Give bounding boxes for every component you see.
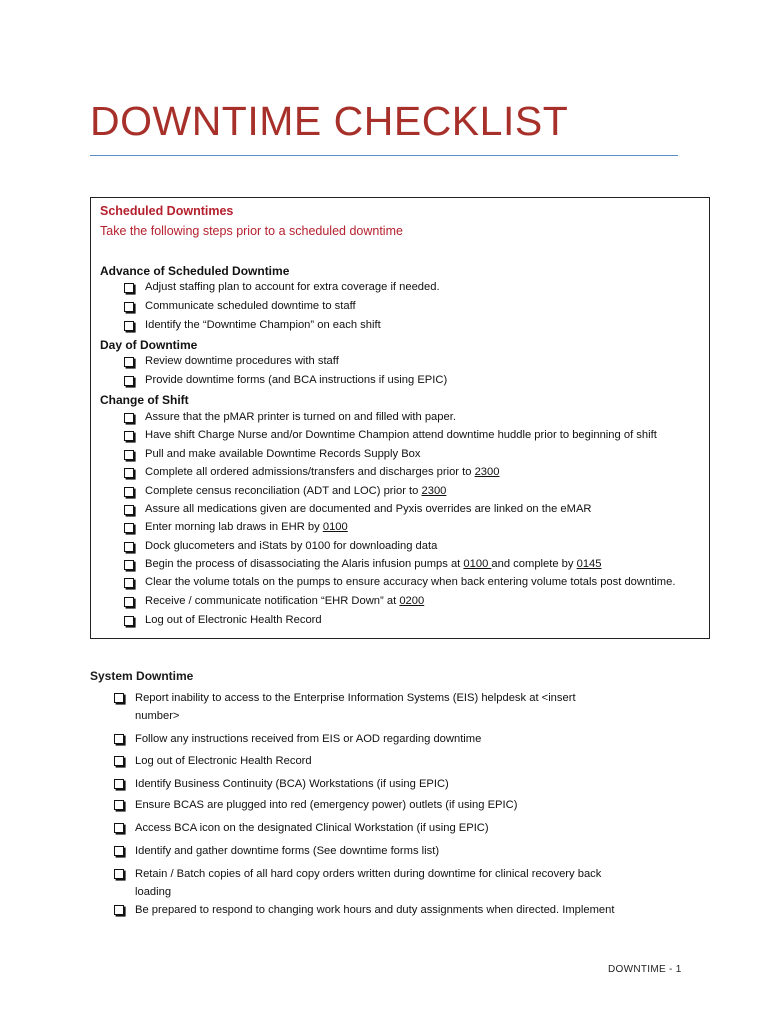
system-downtime-heading: System Downtime <box>90 669 194 683</box>
checkbox-icon[interactable] <box>124 357 134 367</box>
checkbox-icon[interactable] <box>124 413 134 423</box>
checkbox-icon[interactable] <box>124 283 134 293</box>
checklist-item: Enter morning lab draws in EHR by 0100 <box>145 521 348 533</box>
system-item: Identify and gather downtime forms (See downtime forms list) <box>135 845 440 857</box>
checkbox-icon[interactable] <box>114 693 124 703</box>
system-item: Follow any instructions received from EIS or AOD regarding downtime <box>135 733 482 745</box>
checkbox-icon[interactable] <box>124 505 134 515</box>
checklist-item: Pull and make available Downtime Records Supply Box <box>145 448 421 460</box>
checkbox-icon[interactable] <box>124 560 134 570</box>
checklist-item: Receive / communicate notification “EHR Down” at 0200 <box>145 595 425 607</box>
checkbox-icon[interactable] <box>114 905 124 915</box>
title-divider <box>90 155 678 156</box>
shift-heading: Change of Shift <box>100 393 189 407</box>
checklist-item: Adjust staffing plan to account for extra coverage if needed. <box>145 281 440 293</box>
checkbox-icon[interactable] <box>114 869 124 879</box>
system-item: Log out of Electronic Health Record <box>135 755 312 767</box>
checkbox-icon[interactable] <box>114 779 124 789</box>
checkbox-icon[interactable] <box>124 468 134 478</box>
checklist-item: Log out of Electronic Health Record <box>145 614 322 626</box>
day-heading: Day of Downtime <box>100 338 198 352</box>
checkbox-icon[interactable] <box>124 578 134 588</box>
checklist-item: Complete census reconciliation (ADT and LOC) prior to 2300 <box>145 485 447 497</box>
checkbox-icon[interactable] <box>114 846 124 856</box>
scheduled-downtimes-box <box>90 197 710 639</box>
checklist-item: Begin the process of disassociating the Alaris infusion pumps at 0100 and complete by 0145 <box>145 558 602 570</box>
time-census: 2300 <box>421 485 447 497</box>
advance-heading: Advance of Scheduled Downtime <box>100 264 290 278</box>
checklist-item: Provide downtime forms (and BCA instructions if using EPIC) <box>145 374 448 386</box>
scheduled-heading: Scheduled Downtimes <box>100 204 234 218</box>
system-item: Report inability to access to the Enterprise Information Systems (EIS) helpdesk at <insert number> <box>135 692 576 722</box>
checkbox-icon[interactable] <box>124 487 134 497</box>
checkbox-icon[interactable] <box>114 823 124 833</box>
page-title: DOWNTIME CHECKLIST <box>90 98 569 144</box>
checklist-item: Assure that the pMAR printer is turned on and filled with paper. <box>145 411 456 423</box>
checkbox-icon[interactable] <box>124 542 134 552</box>
checklist-item: Communicate scheduled downtime to staff <box>145 300 356 312</box>
checklist-item: Dock glucometers and iStats by 0100 for downloading data <box>145 540 438 552</box>
checkbox-icon[interactable] <box>124 431 134 441</box>
system-item: Access BCA icon on the designated Clinical Workstation (if using EPIC) <box>135 822 489 834</box>
system-item: Ensure BCAS are plugged into red (emergency power) outlets (if using EPIC) <box>135 799 518 811</box>
time-ehr-down: 0200 <box>399 595 425 607</box>
checklist-item: Identify the “Downtime Champion” on each shift <box>145 319 381 331</box>
checkbox-icon[interactable] <box>114 734 124 744</box>
checkbox-icon[interactable] <box>124 523 134 533</box>
checkbox-icon[interactable] <box>114 800 124 810</box>
time-lab: 0100 <box>322 521 348 533</box>
system-item: Be prepared to respond to changing work hours and duty assignments when directed. Implement <box>135 904 615 916</box>
system-item: Retain / Batch copies of all hard copy orders written during downtime for clinical recovery back loading <box>135 868 602 898</box>
checkbox-icon[interactable] <box>124 321 134 331</box>
checkbox-icon[interactable] <box>124 376 134 386</box>
checklist-item: Assure all medications given are documented and Pyxis overrides are linked on the eMAR <box>145 503 592 515</box>
checkbox-icon[interactable] <box>124 597 134 607</box>
checkbox-icon[interactable] <box>124 616 134 626</box>
checkbox-icon[interactable] <box>114 756 124 766</box>
checklist-item: Complete all ordered admissions/transfers and discharges prior to 2300 <box>145 466 500 478</box>
checkbox-icon[interactable] <box>124 302 134 312</box>
system-item: Identify Business Continuity (BCA) Workstations (if using EPIC) <box>135 778 449 790</box>
checklist-item: Have shift Charge Nurse and/or Downtime Champion attend downtime huddle prior to beginning of shift <box>145 429 657 441</box>
checkbox-icon[interactable] <box>124 450 134 460</box>
checklist-item: Clear the volume totals on the pumps to ensure accuracy when back entering volume totals post downtime. <box>145 576 676 588</box>
page-footer: DOWNTIME - 1 <box>608 964 682 975</box>
checklist-item: Review downtime procedures with staff <box>145 355 339 367</box>
time-admissions: 2300 <box>474 466 500 478</box>
scheduled-subheading: Take the following steps prior to a scheduled downtime <box>100 224 403 238</box>
